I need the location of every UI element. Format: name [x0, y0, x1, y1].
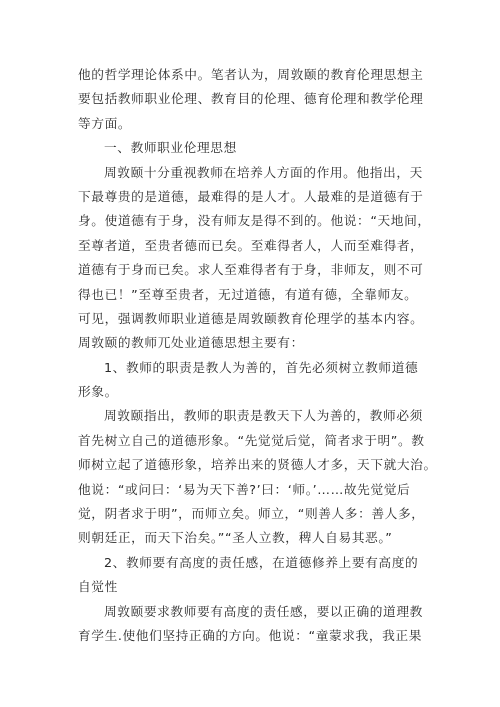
text-line: 下最尊贵的是道德，最难得的是人才。人最难的是道德有于 [78, 188, 424, 204]
text-line: 形象。 [78, 384, 118, 400]
text-line: 师树立起了道德形象，培养出来的贤德人才多，天下就大治。 [78, 457, 437, 473]
text-line: 身。使道德有于身，没有师友是得不到的。他说：“天地间， [78, 213, 431, 229]
text-line: 道德有于身而已矣。求人至难得者有于身，非师友，则不可 [78, 262, 424, 278]
text-line: 2、教师要有高度的责任感，在道德修养上要有高度的 [104, 554, 419, 570]
text-line: 首先树立自己的道德形象。“先觉觉后觉，简者求于明”。教 [78, 432, 425, 448]
text-line: 等方面。 [78, 115, 132, 131]
text-line: 周敦颐指出，教师的职责是教天下人为善的，教师必须 [104, 408, 423, 424]
text-line: 他的哲学理论体系中。笔者认为，周敦颐的教育伦理思想主 [78, 67, 424, 82]
text-line: 要包括教师职业伦理、教育目的伦理、德育伦理和教学伦理 [78, 91, 424, 107]
text-line: 得也已！”至尊至贵者，无过道德，有道有德，全靠师友。 [78, 286, 418, 302]
text-line: 周敦颐十分重视教师在培养人方面的作用。他指出，天 [104, 164, 423, 180]
text-line: 可见，强调教师职业道德是周敦颐教育伦理学的基本内容。 [78, 310, 424, 326]
text-line: 至尊者道，至贵者德而已矣。至难得者人，人而至难得者， [78, 237, 424, 253]
text-line: 育学生.使他们坚持正确的方向。他说：“童蒙求我，我正果 [78, 627, 422, 643]
text-line: 1、教师的职责是教人为善的，首先必须树立教师道德 [104, 359, 419, 375]
text-line: 他说：“或问曰：‘易为天下善?’曰：‘师。’……故先觉觉后 [78, 481, 411, 497]
text-line: 则朝廷正，而天下治矣。”“圣人立教，稗人自易其恶。” [78, 530, 393, 546]
text-line: 周敦颐要求教师要有高度的责任感，要以正确的道理教 [104, 603, 423, 619]
text-line: 觉，阴者求于明”，而师立矣。师立，“则善人多：善人多， [78, 506, 425, 522]
text-line: 一、教师职业伦理思想 [104, 140, 237, 156]
text-line: 自觉性 [78, 579, 118, 595]
text-line: 周敦颐的教师兀处业道德思想主要有： [78, 335, 304, 351]
body-text [78, 63, 437, 648]
